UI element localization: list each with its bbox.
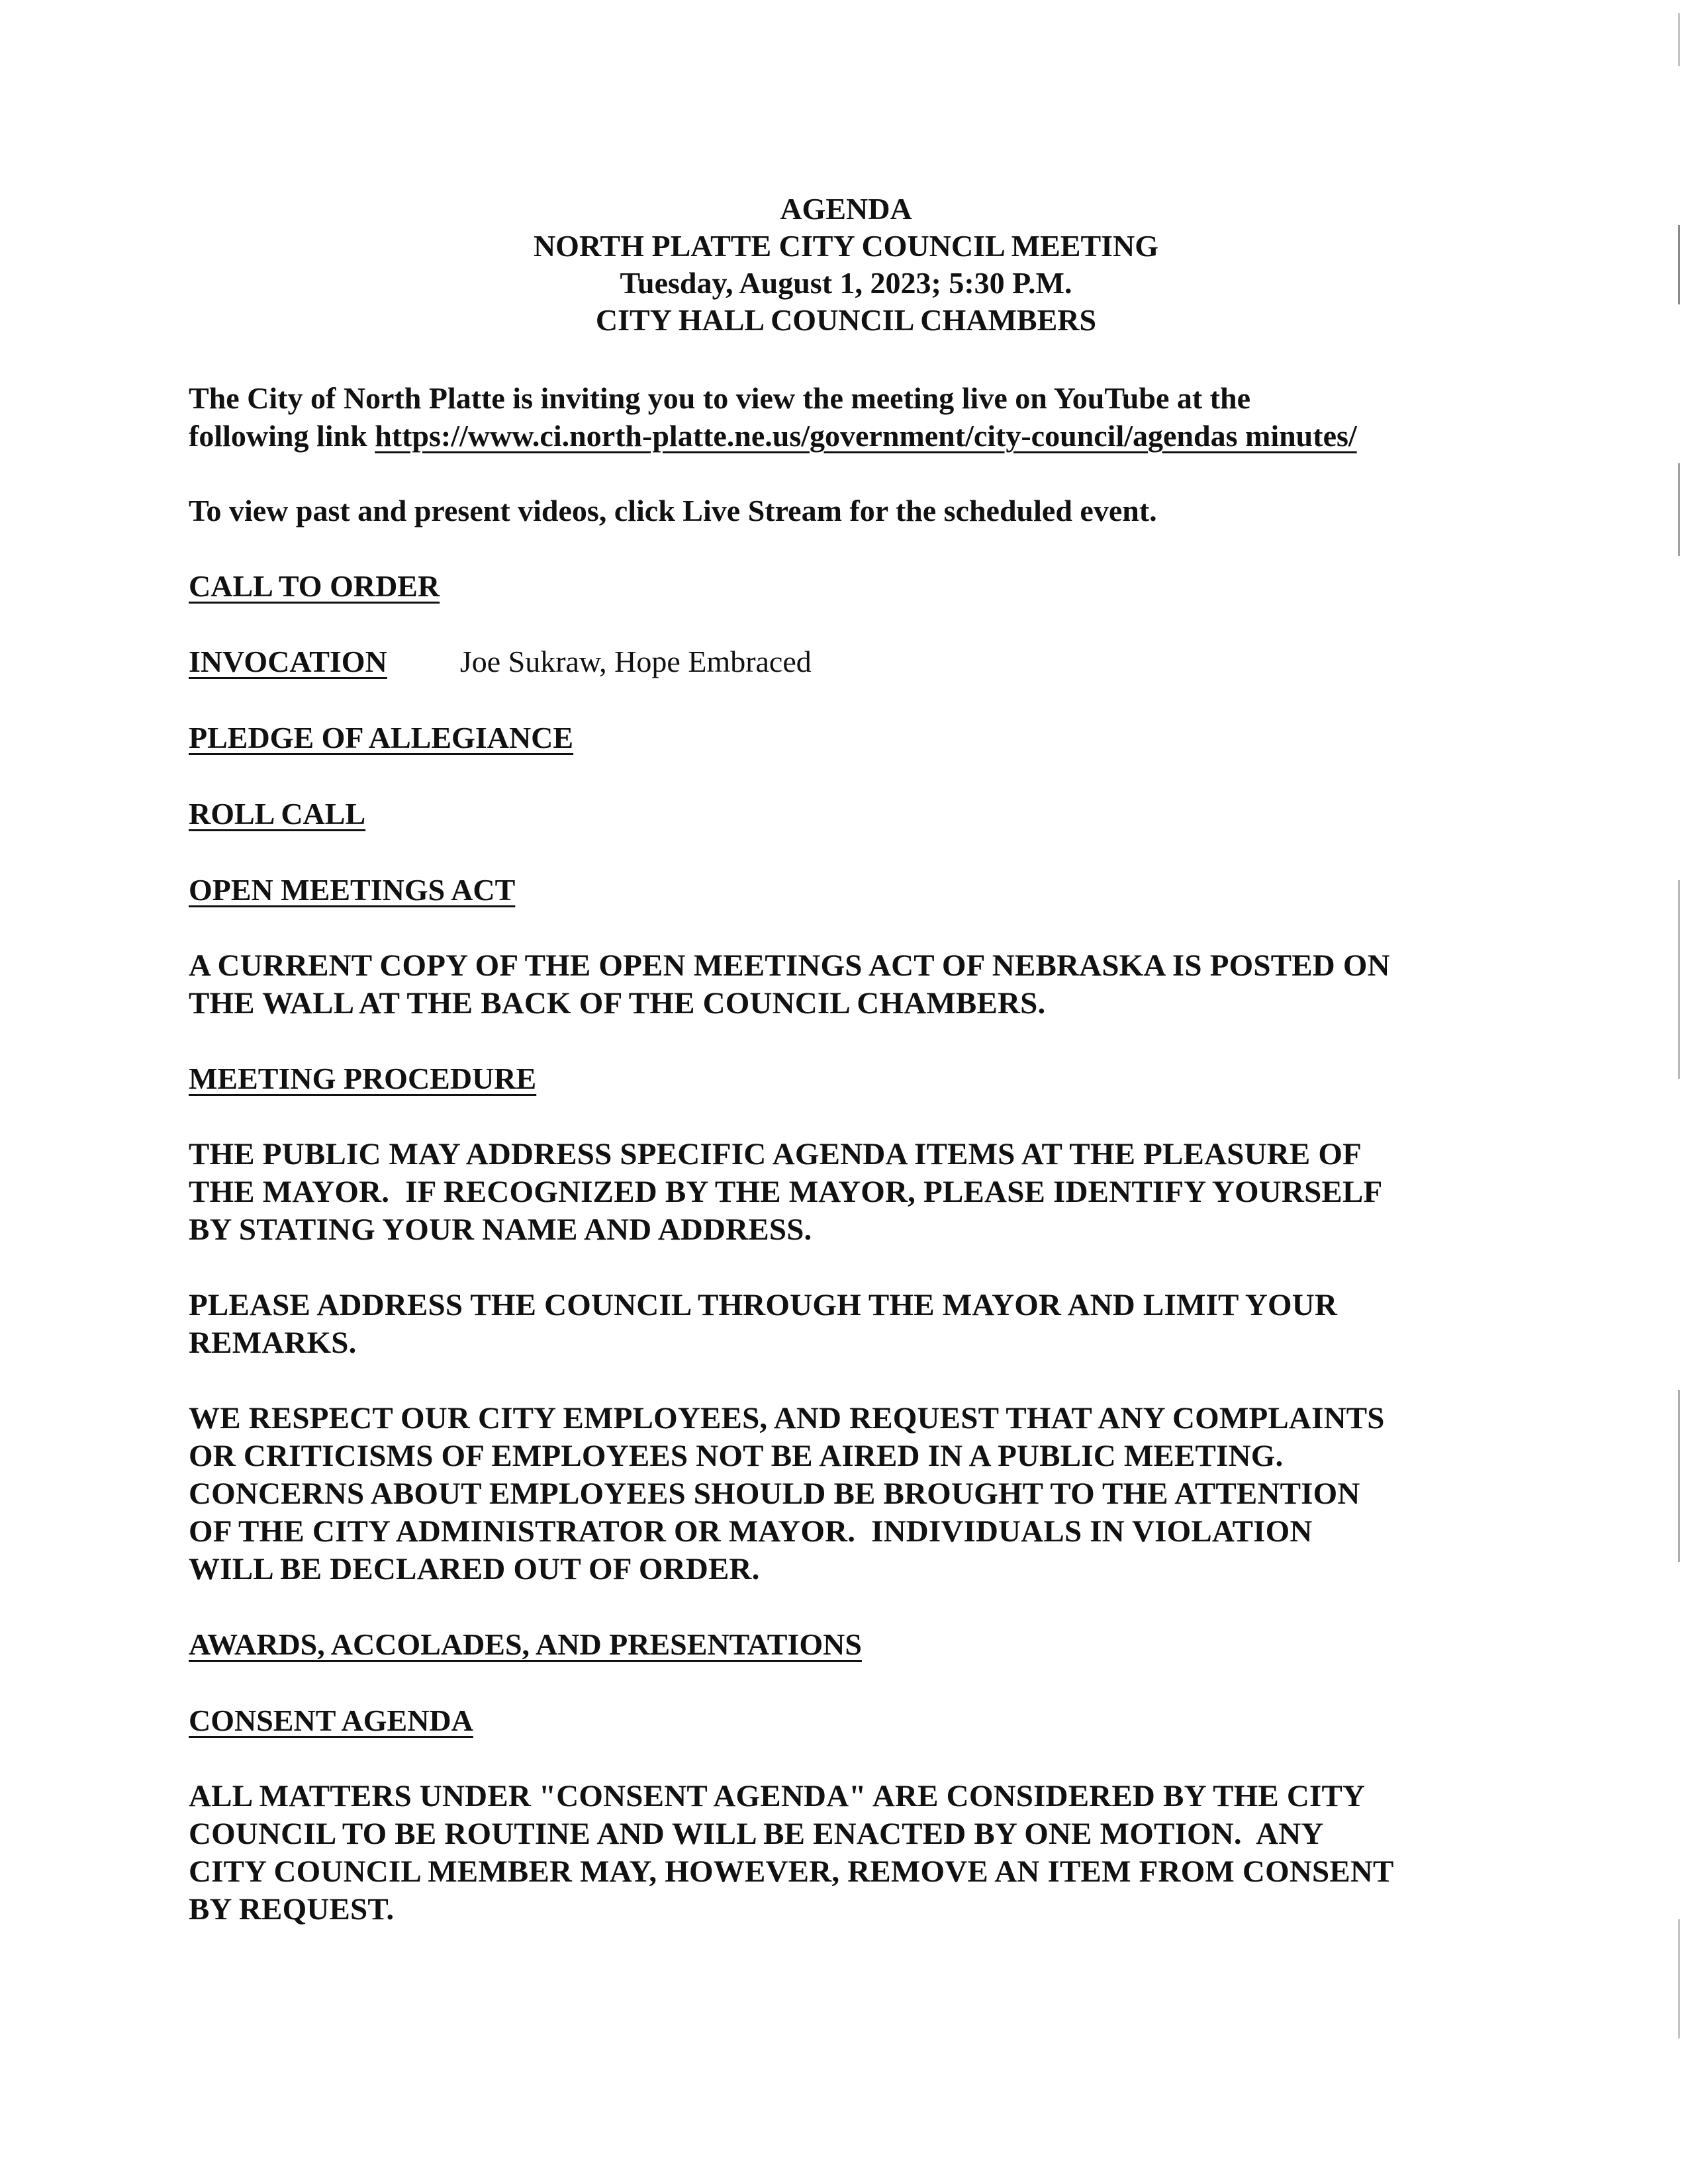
open-meetings-line-1: A CURRENT COPY OF THE OPEN MEETINGS ACT OF NEBRASKA IS POSTED ON: [189, 948, 1390, 983]
heading-call-to-order: CALL TO ORDER: [189, 569, 440, 603]
header-title: AGENDA: [780, 192, 912, 226]
consent-paragraph: [189, 1778, 1499, 1929]
heading-invocation: INVOCATION: [189, 645, 387, 678]
header-location: CITY HALL COUNCIL CHAMBERS: [595, 303, 1097, 337]
consent-line-1: ALL MATTERS UNDER "CONSENT AGENDA" ARE CONSIDERED BY THE CITY: [189, 1779, 1366, 1813]
procedure-line-2: THE MAYOR. IF RECOGNIZED BY THE MAYOR, PLEASE IDENTIFY YOURSELF: [189, 1175, 1383, 1209]
intro-link-prefix: following link: [189, 419, 375, 453]
open-meetings-paragraph: [189, 947, 1499, 1023]
heading-open-meetings: OPEN MEETINGS ACT: [189, 873, 516, 907]
videos-note: To view past and present videos, click Live Stream for the scheduled event.: [189, 494, 1157, 527]
invocation-name: Joe Sukraw, Hope Embraced: [459, 645, 812, 678]
address-line-2: REMARKS.: [189, 1326, 357, 1360]
header-meeting-name: NORTH PLATTE CITY COUNCIL MEETING: [533, 229, 1159, 263]
invocation-row: [189, 643, 1499, 680]
heading-consent-agenda: CONSENT AGENDA: [189, 1704, 473, 1737]
employees-line-4: OF THE CITY ADMINISTRATOR OR MAYOR. INDIVIDUALS IN VIOLATION: [189, 1514, 1313, 1549]
address-line-1: PLEASE ADDRESS THE COUNCIL THROUGH THE MAYOR AND LIMIT YOUR: [189, 1288, 1338, 1322]
consent-line-3: CITY COUNCIL MEMBER MAY, HOWEVER, REMOVE AN ITEM FROM CONSENT: [189, 1854, 1394, 1889]
agenda-header: [0, 191, 1692, 339]
scan-edge-artifact: [1678, 0, 1680, 2184]
address-paragraph: [189, 1287, 1499, 1362]
heading-pledge: PLEDGE OF ALLEGIANCE: [189, 721, 574, 754]
intro-line-1: The City of North Platte is inviting you to view the meeting live on YouTube at the: [189, 381, 1251, 415]
consent-line-2: COUNCIL TO BE ROUTINE AND WILL BE ENACTED BY ONE MOTION. ANY: [189, 1817, 1324, 1851]
intro-paragraph: [189, 379, 1499, 455]
employees-paragraph: [189, 1400, 1499, 1588]
heading-roll-call: ROLL CALL: [189, 797, 366, 831]
heading-awards: AWARDS, ACCOLADES, AND PRESENTATIONS: [189, 1627, 862, 1661]
employees-line-2: OR CRITICISMS OF EMPLOYEES NOT BE AIRED IN A PUBLIC MEETING.: [189, 1439, 1284, 1473]
procedure-line-1: THE PUBLIC MAY ADDRESS SPECIFIC AGENDA ITEMS AT THE PLEASURE OF: [189, 1137, 1362, 1171]
procedure-paragraph: [189, 1136, 1499, 1249]
consent-line-4: BY REQUEST.: [189, 1892, 395, 1927]
header-date: Tuesday, August 1, 2023; 5:30 P.M.: [620, 266, 1072, 300]
procedure-line-3: BY STATING YOUR NAME AND ADDRESS.: [189, 1212, 812, 1247]
employees-line-5: WILL BE DECLARED OUT OF ORDER.: [189, 1552, 760, 1586]
intro-line-2: [189, 417, 1499, 455]
heading-meeting-procedure: MEETING PROCEDURE: [189, 1062, 537, 1095]
employees-line-3: CONCERNS ABOUT EMPLOYEES SHOULD BE BROUGHT TO THE ATTENTION: [189, 1477, 1360, 1511]
employees-line-1: WE RESPECT OUR CITY EMPLOYEES, AND REQUEST THAT ANY COMPLAINTS: [189, 1401, 1385, 1435]
meeting-link[interactable]: https://www.ci.north-platte.ne.us/government/city-council/agendas minutes/: [375, 419, 1357, 453]
open-meetings-line-2: THE WALL AT THE BACK OF THE COUNCIL CHAMBERS.: [189, 986, 1046, 1021]
